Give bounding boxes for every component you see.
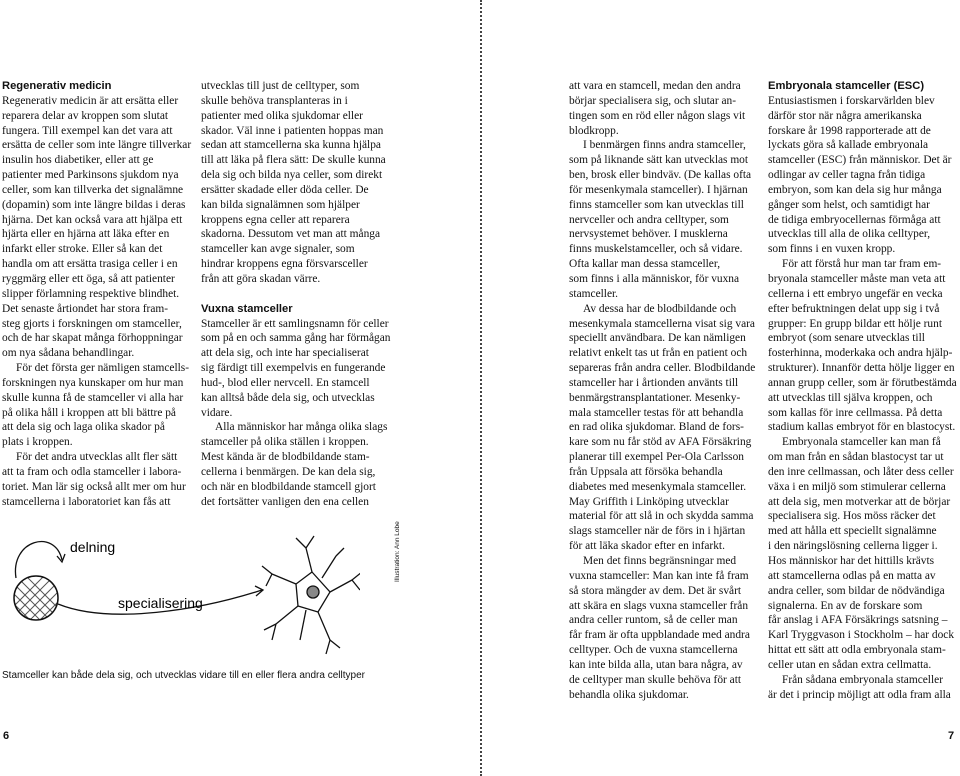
text-line: kan bilda signalämnen som hjälper xyxy=(201,198,360,211)
paragraph xyxy=(2,450,192,509)
text-line: vuxna stamceller: Man kan inte få fram xyxy=(569,569,749,582)
text-line: Ofta kallar man dessa stamceller, xyxy=(569,258,721,271)
text-line: är det i princip möjligt att odla fram alla xyxy=(768,688,951,701)
text-line: för mesenkymala stamceller). I hjärnan xyxy=(569,183,748,196)
text-line: på olika håll i kroppen att bli bättre på xyxy=(2,406,176,419)
page-number-left: 6 xyxy=(3,730,10,742)
text-line: stamceller på olika ställen i kroppen. xyxy=(201,436,369,449)
text-line: stamceller har i årtionden använts till xyxy=(569,376,739,389)
text-line: får anslag i AFA Försäkrings satsning – xyxy=(768,614,948,627)
text-line: speciellt användbara. De kan nämligen xyxy=(569,332,746,345)
column-1 xyxy=(2,79,192,509)
text-line: som finns i en vuxen kropp. xyxy=(768,243,896,256)
paragraph xyxy=(569,138,764,301)
text-line: att stamcellerna odlas på en matta av xyxy=(768,569,936,582)
text-line: som kallas för inre cellmassa. På detta xyxy=(768,406,943,419)
text-line: som på en och samma gång har förmågan xyxy=(201,332,391,345)
text-line: skadorna. Dessutom vet man att många xyxy=(201,228,381,241)
text-line: signalerna. En av de forskare som xyxy=(768,599,923,612)
text-line: kan alltså både dela sig, och utvecklas xyxy=(201,391,375,404)
text-line: vidare. xyxy=(201,406,233,419)
paragraph xyxy=(2,361,192,450)
paragraph xyxy=(201,420,401,509)
text-line: Entusiastismen i forskarvärlden blev xyxy=(768,94,935,107)
text-line: finns muskelstamceller, och så vidare. xyxy=(569,243,743,256)
paragraph xyxy=(768,257,958,435)
text-line: handla om att ersätta trasiga celler i en xyxy=(2,258,178,271)
text-line: ben, brosk eller bindväv. (De kallas ofta xyxy=(569,169,752,182)
text-line: kroppens egna celler att reparera xyxy=(201,213,350,226)
text-line: slipper förlamning respektive blindhet. xyxy=(2,287,180,300)
text-line: andra celler, som bildar de nödvändiga xyxy=(768,584,945,597)
text-line: celler, som kan tillverka det signalämne xyxy=(2,183,184,196)
text-line: att ta fram och odla stamceller i labora- xyxy=(2,465,182,478)
text-line: hittat ett sätt att odla embryonala stam- xyxy=(768,644,946,657)
text-line: cellerna i ett embryo ungefär en vecka xyxy=(768,287,943,300)
paragraph xyxy=(2,302,192,361)
text-line: steg gjorts i forskningen om stamceller, xyxy=(2,317,182,330)
text-line: Men det finns begränsningar med xyxy=(583,555,737,567)
paragraph xyxy=(768,94,958,257)
paragraph xyxy=(768,673,958,703)
text-line: cellerna i benmärgen. De kan dela sig, xyxy=(201,465,376,478)
text-line: relativt enkelt tas ut från en patient och xyxy=(569,347,748,360)
text-line: med att hålla ett speciellt signalämne xyxy=(768,525,937,538)
label-division: delning xyxy=(70,539,116,555)
text-line: om nya sådana behandlingar. xyxy=(2,347,135,360)
paragraph xyxy=(201,79,401,287)
text-line: stamcellerna i laboratoriet kan fås att xyxy=(2,495,171,508)
text-line: För det första ger nämligen stamcells- xyxy=(16,362,190,375)
text-line: att dela sig, och inte har specialiserat xyxy=(201,347,369,360)
paragraph xyxy=(569,302,764,554)
text-line: toriet. Man lär sig också allt mer om hur xyxy=(2,480,186,493)
text-line: behandla olika sjukdomar. xyxy=(569,688,689,701)
text-line: För att förstå hur man tar fram em- xyxy=(782,258,942,271)
text-line: sig färdigt till exempelvis en fungerande xyxy=(201,362,386,375)
text-line: finns stamceller som kan utvecklas till xyxy=(569,198,744,211)
text-line: grupper: En grupp bildar ett hölje runt xyxy=(768,317,942,330)
label-specialization: specialisering xyxy=(118,595,203,611)
text-line: För det andra utvecklas allt fler sätt xyxy=(16,451,178,464)
text-line: Karl Tryggvason i Stockholm – har dock xyxy=(768,629,955,642)
page-divider xyxy=(480,0,482,776)
text-line: Stamceller är ett samlingsnamn för celler xyxy=(201,317,389,330)
text-line: det fortsätter vanligen den ena cellen xyxy=(201,495,369,508)
text-line: skulle behöva transplanteras in i xyxy=(201,94,348,107)
text-line: Från sådana embryonala stamceller xyxy=(782,673,943,686)
text-line: stamceller kan avge signaler, som xyxy=(201,243,355,256)
text-line: forskningen nya kunskaper om hur man xyxy=(2,376,184,389)
page-number-right: 7 xyxy=(948,730,955,742)
column-4 xyxy=(768,79,958,702)
division-arrow xyxy=(15,542,62,578)
text-line: en rad olika sjukdomar. Bland de fors- xyxy=(569,421,744,434)
text-line: därför stor när några amerikanska xyxy=(768,109,922,122)
text-line: (dopamin) som inte längre bildas i deras xyxy=(2,198,186,211)
text-line: strukturer). Innanför detta hölje ligger en xyxy=(768,362,955,375)
text-line: stamceller (ESC) från människor. Det är xyxy=(768,154,952,167)
text-line: infarkt eller stroke. Eller så kan det xyxy=(2,243,163,256)
text-line: kare som nu får stöd av AFA Försäkring xyxy=(569,436,752,449)
text-line: skador. Väl inne i patienten hoppas man xyxy=(201,124,384,137)
text-line: Embryonala stamceller kan man få xyxy=(782,436,941,449)
text-line: specialisera sig. Hos möss räcker det xyxy=(768,510,936,523)
text-line: mala stamceller testas för att behandla xyxy=(569,406,744,419)
text-line: diabetes med mesenkymala stamceller. xyxy=(569,480,747,493)
text-line: Det senaste årtiondet har stora fram- xyxy=(2,302,169,315)
column-3 xyxy=(569,79,764,702)
text-line: utvecklas till just de celltyper, som xyxy=(201,80,360,92)
text-line: Alla människor har många olika slags xyxy=(215,421,388,434)
text-line: att vara en stamcell, medan den andra xyxy=(569,80,741,92)
text-line: forskare år 1998 rapporterade att de xyxy=(768,124,931,137)
text-line: celler utan en sådan extra cellmatta. xyxy=(768,658,932,671)
text-line: fungera. Till exempel kan det vara att xyxy=(2,124,173,137)
text-line: slags stamceller när de förs in i hjärtan xyxy=(569,525,746,538)
text-line: som finns i alla människor, för vuxna xyxy=(569,272,740,285)
text-line: hjärna. Det kan också vara att hjälpa ett xyxy=(2,213,183,226)
text-line: från Uppsala att försöka behandla xyxy=(569,465,723,478)
text-line: Mest kända är de blodbildande stam- xyxy=(201,451,370,464)
text-line: och när en blodbildande stamcell gjort xyxy=(201,480,376,493)
text-line: i den näringslösning cellerna ligger i. xyxy=(768,540,938,553)
paragraph xyxy=(2,94,192,302)
text-line: ersätta de celler som inte längre tillverkar xyxy=(2,139,192,152)
text-line: att dela sig och laga olika skador på xyxy=(2,421,165,434)
text-line: blodkropp. xyxy=(569,124,619,137)
text-line: mesenkymala stamcellerna visat sig vara xyxy=(569,317,755,330)
text-line: får fram är ofta uppblandade med andra xyxy=(569,629,750,642)
text-line: celltyper. Och de vuxna stamcellerna xyxy=(569,644,738,657)
text-line: utvecklas till alla de olika celltyper, xyxy=(768,228,931,241)
text-line: till att läka på flera sätt: De skulle kunna xyxy=(201,154,386,167)
text-line: de tidiga embryocellernas förmåga att xyxy=(768,213,941,226)
nerve-cell-icon xyxy=(262,536,360,654)
text-line: stadium kallas embryot för en blastocyst. xyxy=(768,421,956,434)
text-line: hud-, blod eller nervcell. En stamcell xyxy=(201,376,370,389)
text-line: patienter med Parkinsons sjukdom nya xyxy=(2,169,179,182)
text-line: så stora mängder av dem. Det är svårt xyxy=(569,584,742,597)
text-line: för att läka skador efter en infarkt. xyxy=(569,540,725,553)
text-line: separeras från andra celler. Blodbildande xyxy=(569,362,756,375)
paragraph xyxy=(569,79,764,138)
text-line: börjar specialisera sig, och slutar an- xyxy=(569,94,736,107)
text-line: May Griffith i Linköping utvecklar xyxy=(569,495,729,508)
heading-vuxna-stamceller: Vuxna stamceller xyxy=(201,302,293,315)
text-line: embryon, som kan dela sig hur många xyxy=(768,183,942,196)
illustration-credit: Illustration: Ann Lobe xyxy=(394,521,401,582)
text-line: nervsystemet behöver. I musklerna xyxy=(569,228,728,241)
text-line: odlingar av celler tagna från tidiga xyxy=(768,169,926,182)
text-line: annan grupp celler, som är förutbestämda xyxy=(768,376,957,389)
text-line: sedan att stamcellerna ska kunna hjälpa xyxy=(201,139,381,152)
text-line: embryot (som senare utvecklas till xyxy=(768,332,925,345)
text-line: plats i kroppen. xyxy=(2,436,73,449)
text-line: planerar till exempel Per-Ola Carlsson xyxy=(569,451,745,464)
text-line: insulin hos diabetiker, eller att ge xyxy=(2,154,154,167)
text-line: kan inte bilda alla, utan bara några, av xyxy=(569,658,743,671)
heading-embryonala-stamceller: Embryonala stamceller (ESC) xyxy=(768,80,925,92)
column-2 xyxy=(201,79,401,509)
paragraph xyxy=(768,435,958,673)
text-line: att skära en slags vuxna stamceller från xyxy=(569,599,749,612)
text-line: material för att slå in och skydda samma xyxy=(569,510,754,523)
text-line: dela sig och bilda nya celler, som direkt xyxy=(201,169,383,182)
text-line: hjärta eller en hjärna att läka efter en xyxy=(2,228,170,241)
text-line: och de har skapat många förhoppningar xyxy=(2,332,183,345)
text-line: som på liknande sätt kan utvecklas mot xyxy=(569,154,749,167)
stem-cell-icon xyxy=(0,570,90,640)
text-line: från att göra skadan värre. xyxy=(201,272,321,285)
text-line: patienter med olika sjukdomar eller xyxy=(201,109,363,122)
text-line: I benmärgen finns andra stamceller, xyxy=(583,139,746,152)
text-line: benmärgstransplantationer. Mesenky- xyxy=(569,391,741,404)
text-line: skulle kunna få de stamceller vi alla har xyxy=(2,391,184,404)
text-line: stamceller. xyxy=(569,287,619,300)
text-line: de celltyper man skulle behöva för att xyxy=(569,673,742,686)
text-line: att dela sig, men motverkar att de börjar xyxy=(768,495,951,508)
stem-cell-illustration xyxy=(0,520,360,660)
text-line: ryggmärg eller ett öga, så att patienter xyxy=(2,272,175,285)
text-line: tingen som en röd eller någon slags vit xyxy=(569,109,746,122)
text-line: andra celler runtom, så de celler man xyxy=(569,614,738,627)
text-line: den inre cellmassan, och låter dess celler xyxy=(768,465,954,478)
text-line: att utvecklas till själva kroppen, och xyxy=(768,391,933,404)
text-line: efter befruktningen delat upp sig i två xyxy=(768,302,940,315)
heading-regenerativ-medicin: Regenerativ medicin xyxy=(2,80,112,92)
text-line: lyckats göra så kallade embryonala xyxy=(768,139,929,152)
text-line: bryonala stamceller måste man veta att xyxy=(768,272,946,285)
text-line: Hos människor har det hittills krävts xyxy=(768,555,935,567)
text-line: reparera delar av kroppen som slutat xyxy=(2,109,169,122)
text-line: Av dessa har de blodbildande och xyxy=(583,302,737,315)
text-line: Regenerativ medicin är att ersätta eller xyxy=(2,94,179,107)
text-line: hindrar kroppens egna försvarsceller xyxy=(201,258,368,271)
text-line: nervceller och andra celltyper, som xyxy=(569,213,729,226)
text-line: gånger som helst, och samtidigt har xyxy=(768,198,930,211)
text-line: ersätter skadade eller döda celler. De xyxy=(201,183,369,196)
text-line: växa i en miljö som stimulerar cellerna xyxy=(768,480,946,493)
text-line: om man från en sådan blastocyst tar ut xyxy=(768,451,944,464)
text-line: fosterhinna, moderkaka och andra hjälp- xyxy=(768,347,953,360)
illustration-caption: Stamceller kan både dela sig, och utvecklas vidare till en eller flera andra celltyper xyxy=(2,670,365,681)
paragraph xyxy=(569,554,764,702)
paragraph xyxy=(201,317,401,421)
